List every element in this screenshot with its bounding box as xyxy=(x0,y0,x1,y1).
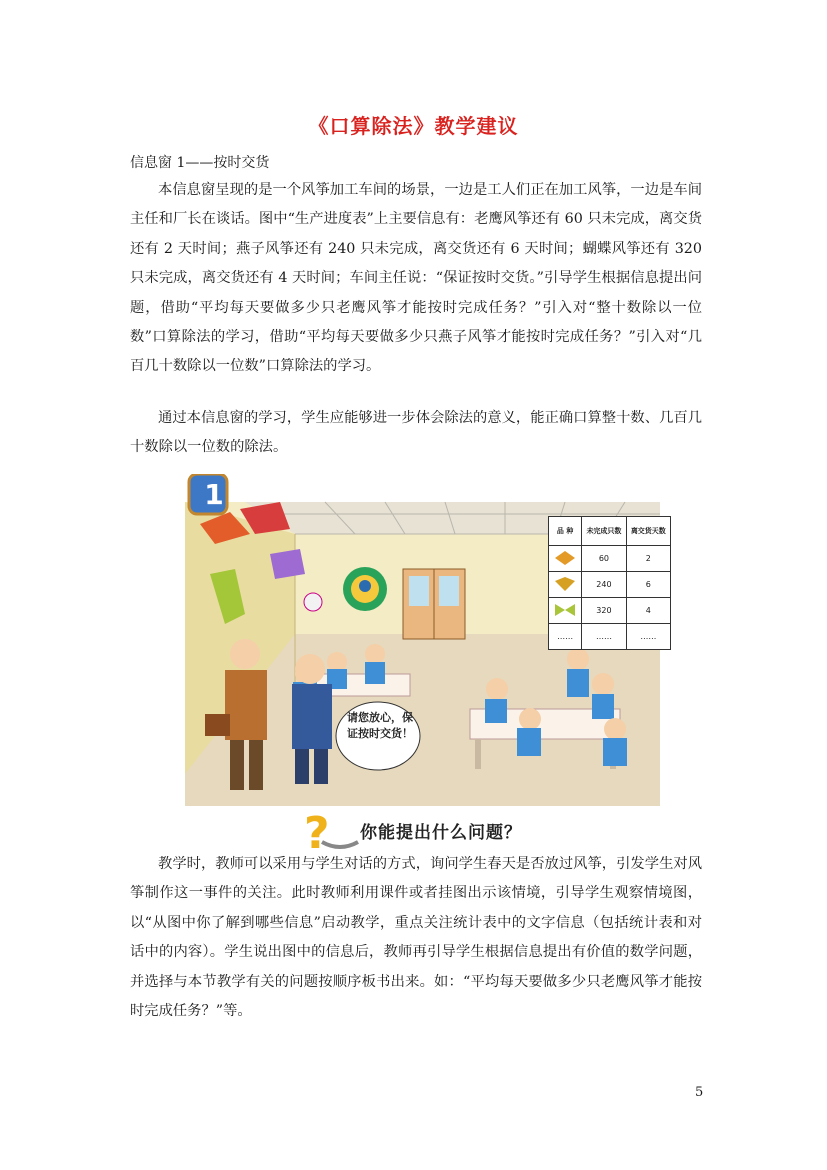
table-cell: …… xyxy=(626,624,670,650)
eagle-kite-icon xyxy=(549,546,582,572)
swallow-kite-icon xyxy=(549,572,582,598)
table-row xyxy=(549,546,671,572)
table-cell: 4 xyxy=(626,598,670,624)
table-cell: 6 xyxy=(626,572,670,598)
paragraph-2: 通过本信息窗的学习，学生应能够进一步体会除法的意义，能正确口算整十数、几百几十数除以一位数的除法。 xyxy=(130,410,702,456)
paragraph-3: 教学时，教师可以采用与学生对话的方式，询问学生春天是否放过风筝，引发学生对风筝制作这一事件的关注。此时教师利用课件或者挂图出示该情境，引导学生观察情境图，以“从图中你了解到哪些信息”启动教学，重点关注统计表中的文字信息（包括统计表和对话中的内容）。学生说出图中的信息后，教师再引导学生根据信息提出有价值的数学问题，并选择与本节教学有关的问题按顺序板书出来。如：“平均每天要做多少只老鹰风筝才能按时完成任务？”等。 xyxy=(130,856,702,1020)
paragraph-1: 本信息窗呈现的是一个风筝加工车间的场景，一边是工人们正在加工风筝，一边是车间主任和厂长在谈话。图中“生产进度表”上主要信息有：老鹰风筝还有 60 只未完成，离交货还有 2 天时间；燕子风筝还有 240 只未完成，离交货还有 6 天时间；蝴蝶风筝还有 320 只未完成，离交货还有 4 天时间；车间主任说：“保证按时交货。”引导学生根据信息提出问题，借助“平均每天要做多少只老鹰风筝才能按时完成任务？”引入对“整十数除以一位数”口算除法的学习，借助“平均每天要做多少只燕子风筝才能按时完成任务？”引入对“几百几十数除以一位数”口算除法的学习。 xyxy=(130,182,702,375)
table-row xyxy=(549,598,671,624)
table-cell: …… xyxy=(582,624,626,650)
page-number: 5 xyxy=(695,1085,704,1100)
svg-text:?: ? xyxy=(304,808,330,854)
butterfly-kite-icon xyxy=(549,598,582,624)
peacock-kite-icon xyxy=(343,567,387,611)
table-cell: 60 xyxy=(582,546,626,572)
table-cell: 2 xyxy=(626,546,670,572)
table-header: 离交货天数 xyxy=(626,517,670,546)
table-row xyxy=(549,624,671,650)
question-prompt: 你能提出什么问题？ xyxy=(360,823,522,843)
document-title: 《口算除法》教学建议 xyxy=(308,114,519,138)
window-number: 1 xyxy=(204,478,224,511)
table-cell: …… xyxy=(549,624,582,650)
table-header: 未完成只数 xyxy=(582,517,626,546)
table-row xyxy=(549,572,671,598)
speech-bubble: 请您放心，保证按时交货！ xyxy=(347,711,413,740)
production-progress-table xyxy=(548,516,671,650)
table-header: 品 种 xyxy=(549,517,582,546)
section-subtitle: 信息窗 1——按时交货 xyxy=(130,155,270,171)
table-cell: 240 xyxy=(582,572,626,598)
table-cell: 320 xyxy=(582,598,626,624)
